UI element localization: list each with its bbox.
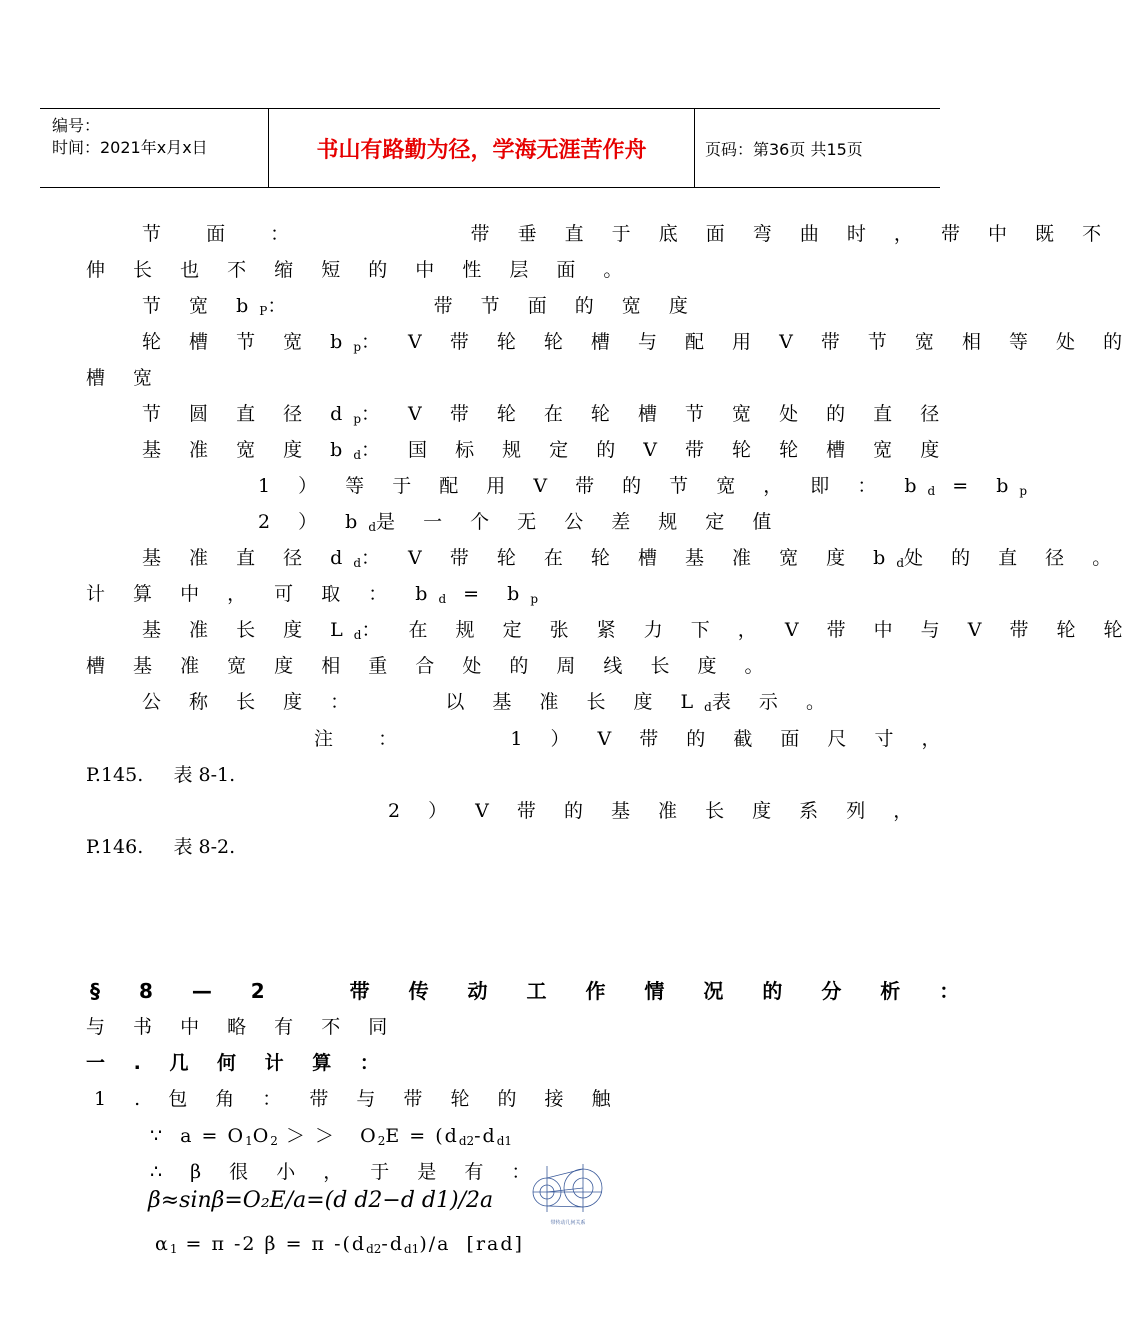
line-1: 节 面 ： 带 垂 直 于 底 面 弯 曲 时 ， 带 中 既 不 bbox=[142, 223, 1113, 245]
line-12: 基 准 长 度 $L_d$： 在 规 定 张 紧 力 下 ， V 带 中 与 V 带 轮 轮 bbox=[142, 619, 1134, 642]
document-header bbox=[40, 108, 940, 188]
line-2: 伸 长 也 不 缩 短 的 中 性 层 面 。 bbox=[86, 259, 634, 281]
time-label: 时间：2021年x月x日 bbox=[52, 138, 208, 157]
because-line: ∵ $a = O_1O_2$ ＞ ＞ $O_2E = (d_{d2}-d_{d1}$ bbox=[150, 1125, 513, 1148]
line-9: 2 ） $b_d$是 一 个 无 公 差 规 定 值 bbox=[258, 511, 783, 534]
line-14: 公 称 长 度 ： 以 基 准 长 度 $L_d$表 示 。 bbox=[142, 691, 836, 714]
line-17: 2 ） V 带 的 基 准 长 度 系 列 ， bbox=[388, 800, 924, 822]
line-11: 计 算 中 ， 可 取 ： $b_d = b_p$ bbox=[86, 583, 538, 606]
subheading-geometry: 一 . 几 何 计 算 ： bbox=[86, 1052, 390, 1074]
section-note: 与 书 中 略 有 不 同 bbox=[86, 1016, 399, 1038]
line-6: 节 圆 直 径 $d_p$： V 带 轮 在 轮 槽 节 宽 处 的 直 径 bbox=[142, 403, 951, 426]
diagram-caption: 带传动几何关系 bbox=[550, 1220, 586, 1226]
header-meta-cell bbox=[40, 109, 269, 187]
line-8: 1 ） 等 于 配 用 V 带 的 节 宽 ， 即 ： $b_d = b_p$ bbox=[258, 475, 1028, 498]
motto: 书山有路勤为径，学海无涯苦作舟 bbox=[269, 109, 695, 187]
line-4: 轮 槽 节 宽 $b_p$： V 带 轮 轮 槽 与 配 用 V 带 节 宽 相 等 处 的 bbox=[142, 331, 1134, 354]
page-label: 页码：第36页 共15页 bbox=[705, 140, 863, 159]
line-3: 节 宽 $b_P$： 带 节 面 的 宽 度 bbox=[142, 295, 699, 318]
beta-formula: β≈sinβ=O₂E/a=(d d2−d d1)/2a bbox=[148, 1188, 494, 1213]
line-7: 基 准 宽 度 $b_d$： 国 标 规 定 的 V 带 轮 轮 槽 宽 度 bbox=[142, 439, 951, 462]
line-16: P.145. 表 8-1. bbox=[86, 764, 236, 786]
line-10: 基 准 直 径 $d_d$： V 带 轮 在 轮 槽 基 准 宽 度 $b_d$处 的 直 径 。 bbox=[142, 547, 1123, 570]
section-heading: § 8 — 2 带 传 动 工 作 情 况 的 分 析 ： bbox=[90, 979, 976, 1003]
para-wrap-angle: 1 . 包 角 ： 带 与 带 轮 的 接 触 bbox=[94, 1088, 622, 1110]
number-label: 编号： bbox=[52, 116, 101, 135]
line-15: 注 ： 1 ） V 带 的 截 面 尺 寸 ， bbox=[314, 728, 952, 750]
alpha-formula: $\alpha_1 = \pi$ -2 β = π $-(d_{d2}-d_{d1})/a$ [rad] bbox=[155, 1233, 524, 1256]
therefore-line: ∴ β 很 小 ， 于 是 有 ： bbox=[150, 1161, 542, 1183]
line-13: 槽 基 准 宽 度 相 重 合 处 的 周 线 长 度 。 bbox=[86, 655, 775, 677]
belt-geometry-diagram bbox=[527, 1162, 609, 1230]
line-5: 槽 宽 bbox=[86, 367, 164, 389]
line-18: P.146. 表 8-2. bbox=[86, 836, 236, 858]
